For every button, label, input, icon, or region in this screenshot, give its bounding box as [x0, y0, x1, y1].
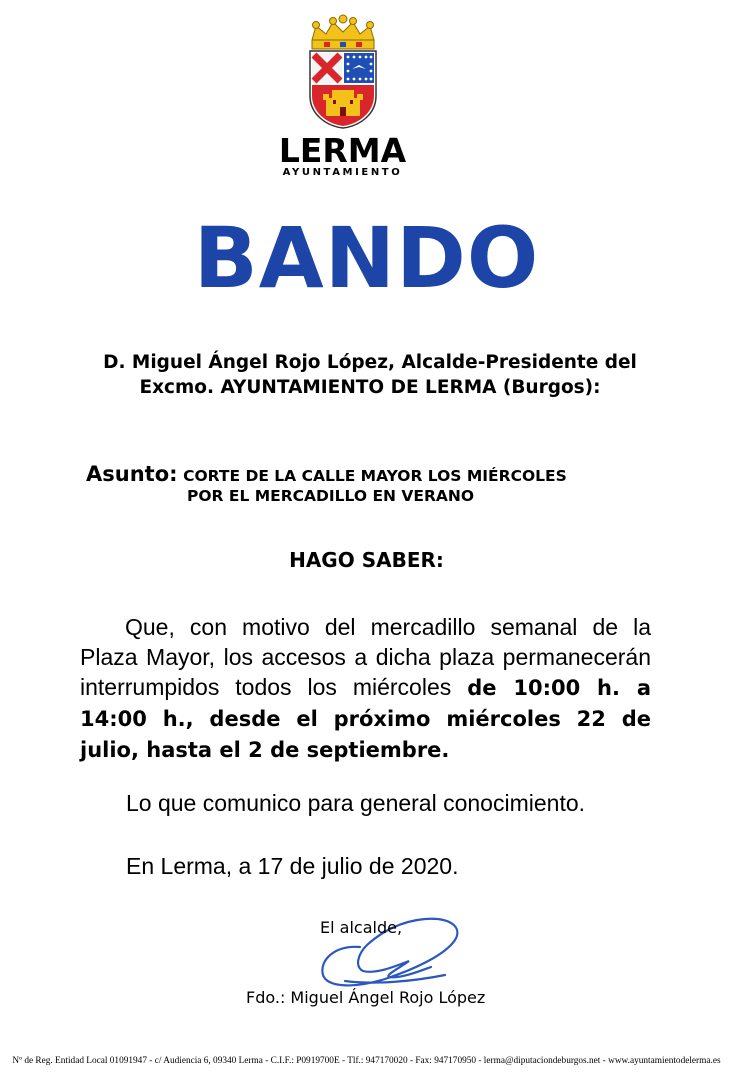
body-paragraph — [80, 612, 651, 765]
issuer-line-2: Excmo. AYUNTAMIENTO DE LERMA (Burgos): — [139, 377, 601, 398]
subject-line-1: CORTE DE LA CALLE MAYOR LOS MIÉRCOLES — [183, 467, 567, 485]
declaration-heading: HAGO SABER: — [289, 548, 444, 572]
saltire-icon — [312, 53, 342, 83]
document-heading: BANDO — [193, 209, 540, 307]
signed-by: Fdo.: Miguel Ángel Rojo López — [246, 988, 486, 1007]
crown-icon — [312, 15, 374, 49]
issuer-block — [80, 350, 660, 400]
stars-bird-icon — [344, 53, 374, 83]
closing-sentence: Lo que comunico para general conocimiento. — [126, 790, 586, 816]
subject-label: Asunto: — [86, 462, 178, 486]
place-date: En Lerma, a 17 de julio de 2020. — [126, 853, 459, 879]
logo-name: LERMA — [278, 131, 407, 170]
logo-subtitle: AYUNTAMIENTO — [282, 167, 403, 178]
subject-line-2: POR EL MERCADILLO EN VERANO — [187, 487, 475, 505]
body-text: Que, con motivo del mercadillo semanal de la Plaza Mayor, los accesos a dicha plaza permanecerán interrumpidos todos los miércoles — [80, 614, 651, 700]
coat-of-arms-logo — [302, 14, 384, 130]
subject-block — [86, 462, 686, 505]
footer-info: Nº de Reg. Entidad Local 01091947 - c/ Audiencia 6, 09340 Lerma - C.I.F.: P0919700E - Tlf.: 947170020 - Fax: 947170950 - lerma@diputaciondeburgos.net - www.ayuntamientodelerma.es — [12, 1056, 721, 1066]
body-bold-text: de 10:00 h. a 14:00 h., desde el próximo miércoles 22 de julio, hasta el 2 de septiembre. — [80, 676, 652, 762]
issuer-line-1: D. Miguel Ángel Rojo López, Alcalde-Presidente del — [103, 352, 637, 373]
mayor-title: El alcalde, — [320, 918, 403, 937]
